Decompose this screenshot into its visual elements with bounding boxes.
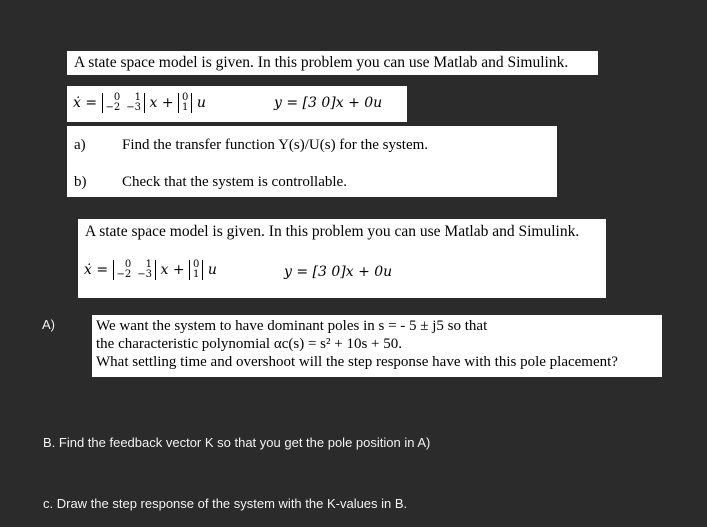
part-a-label: A) (42, 317, 55, 332)
part-a-line-2: the characteristic polynomial αc(s) = s² + 10s + 50. (96, 336, 402, 352)
question-a-label: a) (74, 137, 86, 153)
question-b-text: Check that the system is controllable. (122, 174, 347, 190)
problem1-state-equation (73, 93, 206, 113)
state-lhs: ẋ = (73, 95, 98, 111)
a22: −3 (126, 102, 142, 113)
b1: 0 (193, 259, 200, 270)
b2: 1 (182, 102, 189, 113)
u-term: u (207, 262, 217, 278)
part-c-text: c. Draw the step response of the system with the K-values in B. (43, 496, 408, 511)
matrix-b (178, 93, 192, 113)
problem2-output-equation: y = [3 0]x + 0u (284, 264, 393, 280)
problem1-output-equation: y = [3 0]x + 0u (274, 95, 383, 111)
a12: 1 (145, 259, 153, 270)
problem1-intro: A state space model is given. In this problem you can use Matlab and Simulink. (74, 54, 569, 71)
a12: 1 (134, 92, 142, 103)
a11: 0 (124, 259, 132, 270)
problem2-intro: A state space model is given. In this problem you can use Matlab and Simulink. (85, 223, 580, 240)
a22: −3 (137, 269, 153, 280)
part-a-line-1: We want the system to have dominant poles in s = - 5 ± j5 so that (96, 318, 488, 334)
part-a-line-3: What settling time and overshoot will the step response have with this pole placement? (96, 354, 618, 370)
problem1-questions-box (67, 126, 557, 197)
question-b-label: b) (74, 174, 87, 190)
state-lhs: ẋ = (84, 262, 109, 278)
matrix-a (113, 260, 157, 280)
a21: −2 (105, 102, 121, 113)
b2: 1 (193, 269, 200, 280)
matrix-b (189, 260, 203, 280)
part-b-text: B. Find the feedback vector K so that you get the pole position in A) (43, 435, 431, 450)
a21: −2 (116, 269, 132, 280)
question-a-text: Find the transfer function Y(s)/U(s) for the system. (122, 137, 429, 153)
problem1-equation-box (67, 86, 407, 122)
u-term: u (196, 95, 206, 111)
b1: 0 (182, 92, 189, 103)
problem2-state-equation (84, 260, 217, 280)
x-term: x + (160, 262, 185, 278)
problem1-intro-box (67, 51, 598, 75)
a11: 0 (113, 92, 121, 103)
problem2-intro-box (78, 219, 606, 298)
matrix-a (102, 93, 146, 113)
x-term: x + (149, 95, 174, 111)
part-a-box (92, 315, 662, 377)
